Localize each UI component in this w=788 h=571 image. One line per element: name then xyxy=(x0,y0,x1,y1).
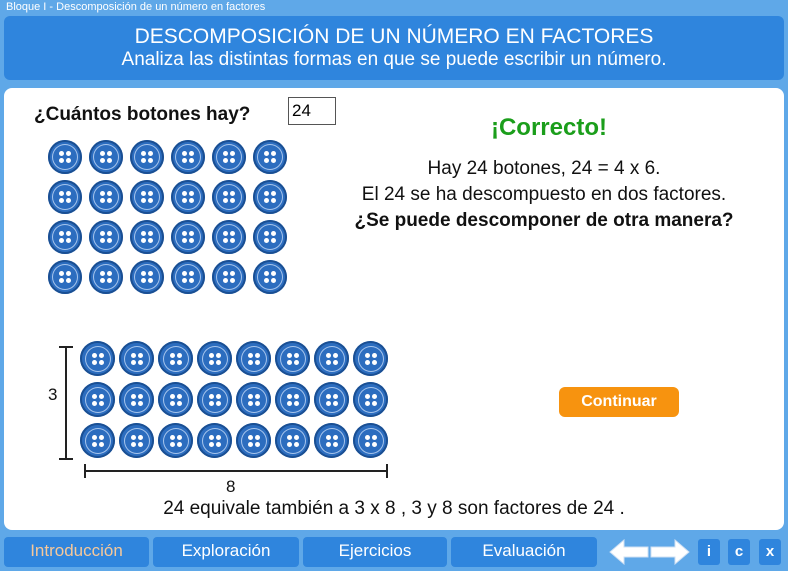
button-disc-icon xyxy=(197,423,232,458)
button-disc-icon xyxy=(253,260,287,294)
button-disc-icon xyxy=(212,260,246,294)
button-disc-icon xyxy=(275,382,310,417)
button-disc-icon xyxy=(130,260,164,294)
button-disc-icon xyxy=(275,423,310,458)
cols-label: 8 xyxy=(226,477,236,496)
button-disc-icon xyxy=(236,341,271,376)
close-button[interactable]: x xyxy=(759,539,781,565)
button-disc-icon xyxy=(48,180,82,214)
button-disc-icon xyxy=(197,382,232,417)
button-disc-icon xyxy=(130,140,164,174)
button-disc-icon xyxy=(236,423,271,458)
rows-label: 3 xyxy=(48,385,58,404)
rows-bracket-bottom xyxy=(59,458,73,460)
button-disc-icon xyxy=(48,140,82,174)
arrow-left-icon[interactable] xyxy=(609,539,649,565)
buttons-grid-4x6 xyxy=(48,140,287,294)
button-disc-icon xyxy=(212,140,246,174)
button-disc-icon xyxy=(158,423,193,458)
button-disc-icon xyxy=(253,180,287,214)
explanation-line-2: El 24 se ha descompuesto en dos factores. xyxy=(361,184,727,205)
button-disc-icon xyxy=(275,341,310,376)
button-disc-icon xyxy=(89,140,123,174)
tab-exploracion[interactable]: Exploración xyxy=(153,537,299,567)
button-disc-icon xyxy=(171,260,205,294)
tab-introduccion[interactable]: Introducción xyxy=(4,537,149,567)
button-disc-icon xyxy=(80,423,115,458)
button-disc-icon xyxy=(89,180,123,214)
explanation-line-3: ¿Se puede descomponer de otra manera? xyxy=(354,210,734,231)
question-label: ¿Cuántos botones hay? xyxy=(34,104,251,125)
button-disc-icon xyxy=(119,382,154,417)
button-disc-icon xyxy=(89,260,123,294)
arrow-right-icon[interactable] xyxy=(650,539,690,565)
button-disc-icon xyxy=(89,220,123,254)
header-subtitle: Analiza las distintas formas en que se puede escribir un número. xyxy=(121,49,667,70)
explanation-line-1: Hay 24 botones, 24 = 4 x 6. xyxy=(427,158,661,179)
buttons-grid-3x8 xyxy=(80,341,388,458)
tab-ejercicios[interactable]: Ejercicios xyxy=(303,537,447,567)
button-disc-icon xyxy=(253,220,287,254)
button-disc-icon xyxy=(171,140,205,174)
button-disc-icon xyxy=(314,341,349,376)
main-panel xyxy=(4,88,784,530)
button-disc-icon xyxy=(353,382,388,417)
button-disc-icon xyxy=(353,423,388,458)
button-disc-icon xyxy=(197,341,232,376)
correct-message: ¡Correcto! xyxy=(490,114,607,141)
button-disc-icon xyxy=(48,220,82,254)
button-disc-icon xyxy=(158,341,193,376)
button-disc-icon xyxy=(158,382,193,417)
button-disc-icon xyxy=(212,220,246,254)
button-disc-icon xyxy=(314,382,349,417)
button-disc-icon xyxy=(171,180,205,214)
button-disc-icon xyxy=(119,423,154,458)
header xyxy=(4,16,784,80)
button-disc-icon xyxy=(130,220,164,254)
window-title: Bloque I - Descomposición de un número en factores xyxy=(0,0,788,14)
tab-evaluacion[interactable]: Evaluación xyxy=(451,537,597,567)
continue-button[interactable]: Continuar xyxy=(559,387,679,417)
explanation xyxy=(322,156,766,234)
button-disc-icon xyxy=(353,341,388,376)
button-disc-icon xyxy=(212,180,246,214)
button-disc-icon xyxy=(80,341,115,376)
info-button[interactable]: i xyxy=(698,539,720,565)
button-disc-icon xyxy=(314,423,349,458)
button-disc-icon xyxy=(130,180,164,214)
cols-bracket xyxy=(84,470,388,472)
button-disc-icon xyxy=(253,140,287,174)
header-title: DESCOMPOSICIÓN DE UN NÚMERO EN FACTORES xyxy=(134,25,654,48)
rows-bracket xyxy=(65,346,67,460)
result-text: 24 equivale también a 3 x 8 , 3 y 8 son factores de 24 . xyxy=(163,498,625,519)
button-disc-icon xyxy=(48,260,82,294)
button-disc-icon xyxy=(236,382,271,417)
c-button[interactable]: c xyxy=(728,539,750,565)
answer-input[interactable] xyxy=(288,97,336,125)
button-disc-icon xyxy=(171,220,205,254)
button-disc-icon xyxy=(80,382,115,417)
cols-bracket-right xyxy=(386,464,388,478)
button-disc-icon xyxy=(119,341,154,376)
